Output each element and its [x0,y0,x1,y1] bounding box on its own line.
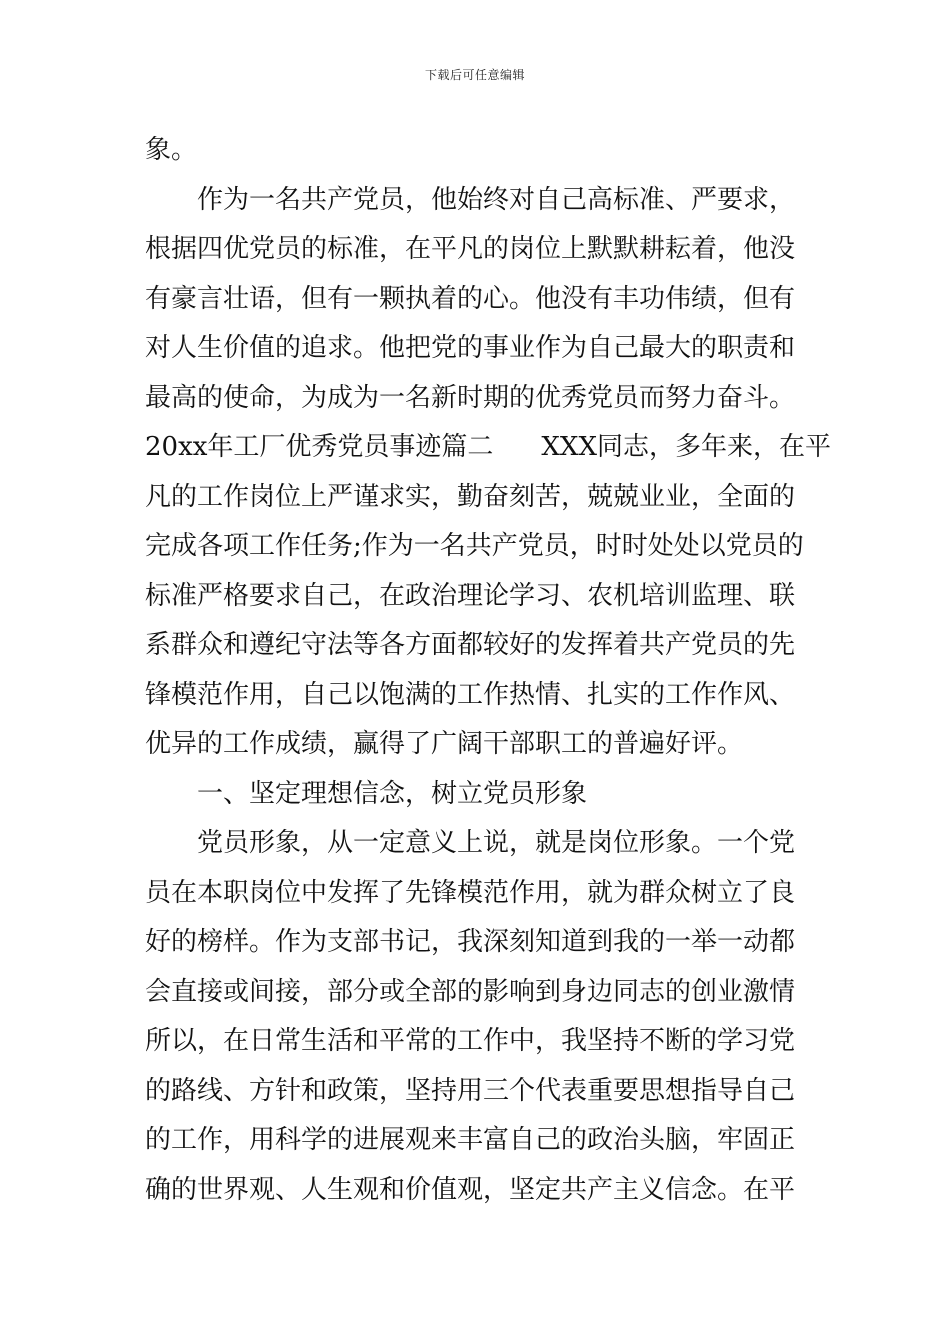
text-line: 标准严格要求自己，在政治理论学习、农机培训监理、联 [145,580,796,611]
section-title-line [145,423,831,473]
section-title-continuation: XXX同志，多年来，在平 [541,432,831,462]
text-line: 完成各项工作任务;作为一名共产党员，时时处处以党员的 [145,531,804,561]
text-line: 系群众和遵纪守法等各方面都较好的发挥着共产党员的先 [145,630,796,660]
text-line: 最高的使命，为成为一名新时期的优秀党员而努力奋斗。 [145,382,796,413]
text-line: 凡的工作岗位上严谨求实，勤奋刻苦，兢兢业业，全面的 [145,481,796,512]
text-line: 象。 [145,135,198,165]
page-header-note: 下载后可任意编辑 [424,68,525,82]
text-line: 确的世界观、人生观和价值观，坚定共产主义信念。在平 [145,1174,796,1205]
subheading: 一、坚定理想信念，树立党员形象 [197,778,588,809]
text-line: 优异的工作成绩，赢得了广阔干部职工的普遍好评。 [145,729,744,759]
text-line: 的工作，用科学的进展观来丰富自己的政治头脑，牢固正 [145,1125,796,1155]
text-line: 所以，在日常生活和平常的工作中，我坚持不断的学习党 [145,1026,796,1056]
text-line: 的路线、方针和政策，坚持用三个代表重要思想指导自己 [145,1075,796,1106]
section-title: 20xx年工厂优秀党员事迹篇二 [145,432,494,462]
paragraph-first-line: 作为一名共产党员，他始终对自己高标准、严要求， [197,184,796,215]
text-line: 会直接或间接，部分或全部的影响到身边同志的创业激情 [145,976,796,1007]
text-line: 有豪言壮语，但有一颗执着的心。他没有丰功伟绩，但有 [145,283,796,314]
text-line: 对人生价值的追求。他把党的事业作为自己最大的职责和 [145,333,796,363]
text-line: 好的榜样。作为支部书记，我深刻知道到我的一举一动都 [145,927,796,957]
document-body [145,126,831,1215]
paragraph-first-line: 党员形象，从一定意义上说，就是岗位形象。一个党 [197,828,796,858]
text-line: 根据四优党员的标准，在平凡的岗位上默默耕耘着，他没 [145,234,796,264]
text-line: 锋模范作用，自己以饱满的工作热情、扎实的工作作风、 [145,679,796,710]
text-line: 员在本职岗位中发挥了先锋模范作用，就为群众树立了良 [145,877,796,908]
